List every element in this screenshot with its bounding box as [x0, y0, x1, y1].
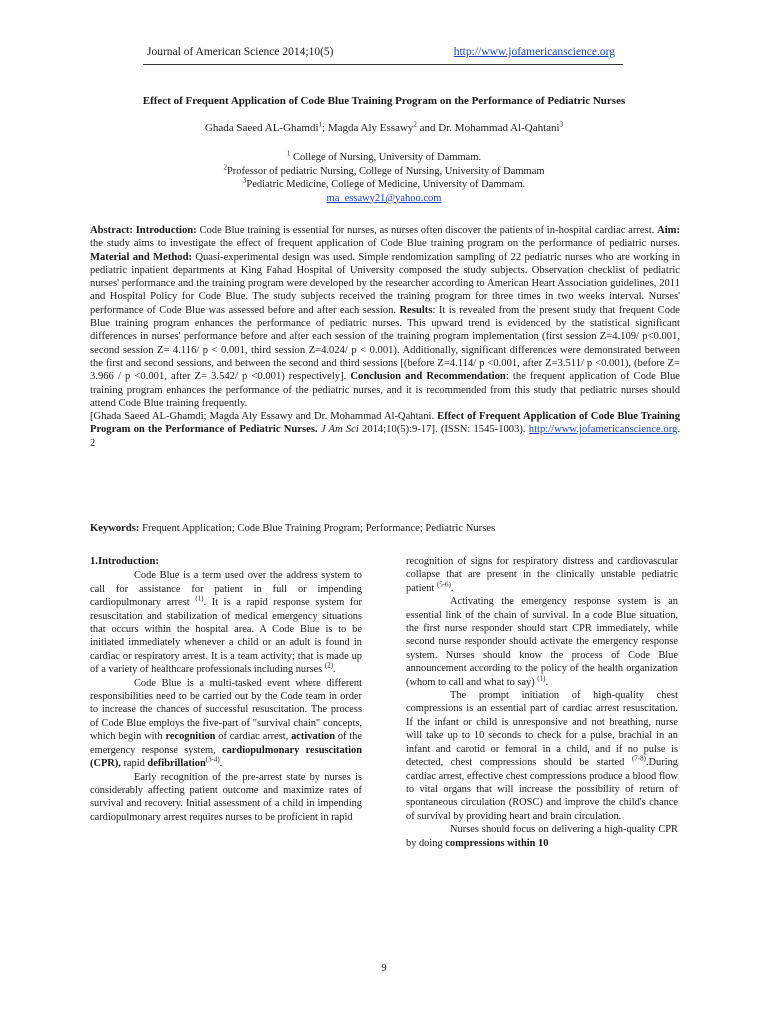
author-1: Ghada Saeed AL-Ghamdi: [204, 122, 319, 134]
paragraph: recognition of signs for respiratory distress and cardiovascular collapse that are present in the clinically unstable pediatric patient $^{(5-6)}$.: [406, 556, 678, 594]
affiliations: [80, 151, 688, 205]
affiliation-2: $^2$Professor of pediatric Nursing, College of Nursing, University of Dammam: [223, 163, 545, 177]
paper-title: Effect of Frequent Application of Code Blue Training Program on the Performance of Pediatric Nurses: [142, 95, 626, 107]
author-2: ; Magda Aly Essawy: [322, 122, 414, 134]
section-heading: 1.Introduction:: [90, 556, 159, 567]
citation-url-link[interactable]: http://www.jofamericanscience.org: [528, 424, 678, 436]
left-column: [90, 555, 362, 824]
keywords-label: Keywords:: [90, 523, 140, 534]
author-1-affil: 1: [318, 120, 323, 129]
author-3: and Dr. Mohammad Al-Qahtani: [416, 122, 560, 134]
paragraph: Code Blue is a term used over the address system to call for assistance for patient in full or impending cardiopulmonary arrest $^{(1)}$. It is a rapid response system for resuscitation and stabilization of medical emergency situations that occurs within the hospital area. A Code Blue is to be initiated immediately whenever a child or an adult is found in cardiac or respiratory arrest. It is a team activity; that is made up of a variety of healthcare professionals including nurses $^{(2)}$.: [90, 570, 363, 676]
keywords: [90, 523, 680, 534]
author-2-affil: 2: [413, 120, 417, 129]
paragraph: Nurses should focus on delivering a high-quality CPR by doing compressions within 10: [406, 824, 678, 849]
paragraph: The prompt initiation of high-quality chest compressions is an essential part of cardiac arrest resuscitation. If the infant or child is unresponsive and not breathing, nurse will take up to 10 seconds to check for a pulse, brachial in an infant and carotid or femoral in a child, and if no pulse is detected, chest compressions should be started $^{(7-8)}$.During cardiac arrest, effective chest compressions produce a blood flow to vital organs that will increase the possibility of return of spontaneous circulation (ROSC) and improve the child's chance of survival by providing heart and brain circulation.: [406, 690, 678, 822]
paragraph: Early recognition of the pre-arrest state by nurses is considerably affecting patient outcome and maximize rates of survival and recovery. Initial assessment of a child in impending cardiopulmonary arrest requires nurses to be proficient in rapid: [90, 771, 362, 823]
citation: [Ghada Saeed AL-Ghamdi; Magda Aly Essawy and Dr. Mohammad Al-Qahtani. Effect of Frequent Application of Code Blue Training Program on the Performance of Pediatric Nurses. J Am Sci 2014;10(5):9-17]. (ISSN: 1545-1003). http://www.jofamericanscience.org. 2: [90, 411, 680, 449]
email-link[interactable]: ma_essawy21@yahoo.com: [326, 192, 442, 204]
author-list: [80, 122, 688, 134]
paragraph: Activating the emergency response system is an essential link of the chain of survival. In a code Blue situation, the first nurse responder should start CPR immediately, while second nurse responder should activate the emergency response system. Nurses should know the process of Code Blue announcement according to the policy of the health organization (whom to call and what to say) $^{(1)}$.: [406, 596, 678, 688]
author-3-affil: 3: [559, 120, 564, 129]
affiliation-3: $^3$Pediatric Medicine, College of Medicine, University of Dammam.: [242, 176, 526, 190]
abstract: [90, 224, 680, 450]
journal-name: Journal of American Science 2014;10(5): [147, 46, 334, 58]
running-header: [143, 44, 623, 65]
abstract-body: Abstract: Introduction: Code Blue training is essential for nurses, as nurses often discover the patients of in-hospital cardiac arrest. Aim: the study aims to investigate the effect of frequent application of Code Blue training program on the performance of pediatric nurses. Material and Method: Quasi-experimental design was used. Simple rendomization sampling of 22 pediatric nurses who are working in pediatric inpatient departments at King Fahad Hospital of University composed the study subjects. Observation checklist of pediatric nurses' performance and the training program were developed by the researcher according to American Heart Association guidelines, 2011 and Hospital Policy for Code Blue. The study subjects received the training program for three times in two weeks interval. Nurses' performance of Code Blue was assessed before and after each session. Results: It is revealed from the present study that frequent Code Blue training program enhances the performance of pediatric nurses. This upward trend is evidenced by the statistical significant differences in nurses' performance before and after each session of the training program implementation (first session Z=4.109/ p<0.001, second session Z= 4.116/ p < 0.001, third session Z=4.024/ p < 0.001). Additionally, significant differences were demonstrated between the first and second sessions, and between the second and third sessions [(before Z=4.114/ p <0.001, after Z=3.511/ p <0.001), (before Z= 3.966 / p <0.001, after Z= 3.542/ p <0.001) respectively]. Conclusion and Recommendation: the frequent application of Code Blue training program enhances the performance of the pediatric nurses, and it is recommended from this study that pediatric nurses should attend Code Blue training frequently.: [90, 225, 680, 409]
paragraph: Code Blue is a multi-tasked event where different responsibilities need to be carried out by the Code team in order to increase the chances of successful resuscitation. The process of Code Blue employs the five-part of "survival chain" concepts, which begin with recognition of cardiac arrest, activation of the emergency response system, cardiopulmonary resuscitation (CPR), rapid defibrillation$^{(3-4)}$.: [90, 677, 362, 770]
page-number: 9: [381, 963, 387, 974]
affiliation-1: $^1$ College of Nursing, University of Dammam.: [286, 149, 482, 163]
journal-url-link[interactable]: http://www.jofamericanscience.org: [453, 46, 615, 58]
right-column: [406, 555, 678, 850]
keywords-text: Frequent Application; Code Blue Training Program; Performance; Pediatric Nurses: [139, 523, 496, 534]
